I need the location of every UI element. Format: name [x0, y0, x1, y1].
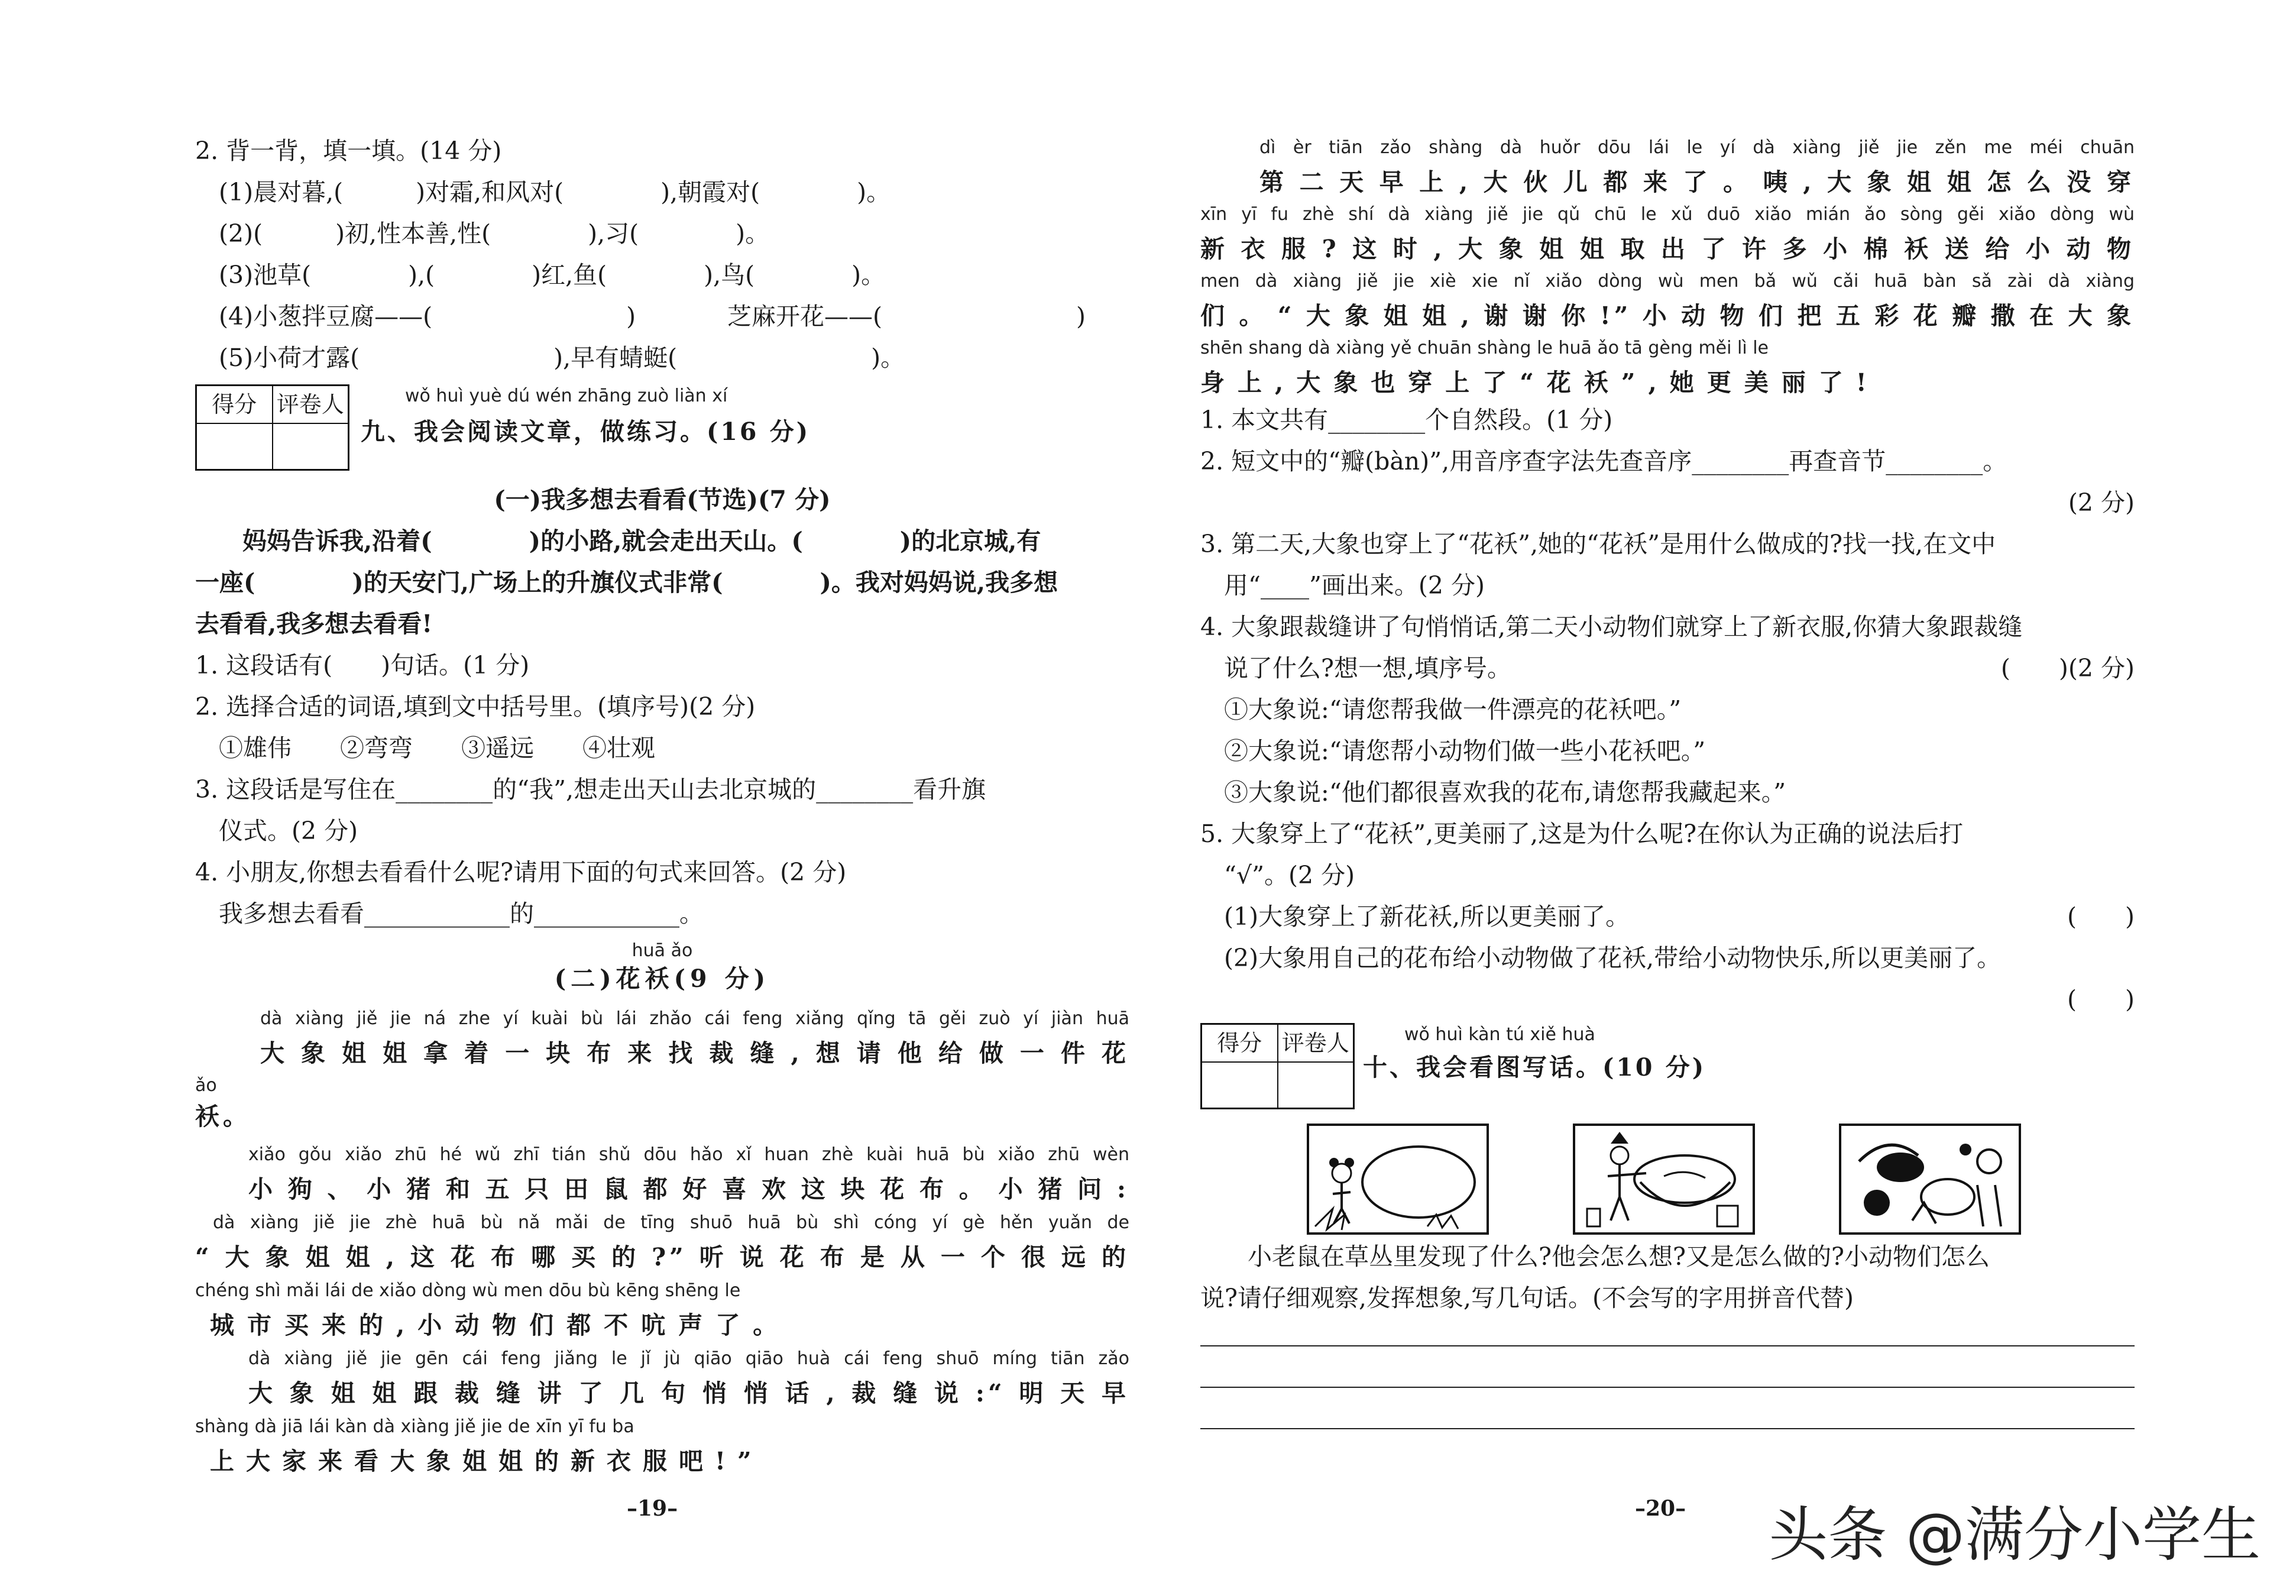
passage-1-text-3: 去看看,我多想去看看!	[195, 610, 433, 638]
q2-line-3: (3)池草( ),( )红,鱼( ),鸟( )。	[219, 261, 886, 289]
mouse-cooking-picture	[1573, 1124, 1755, 1235]
grader-cell[interactable]	[273, 424, 348, 469]
grader-cell[interactable]	[1278, 1063, 1353, 1108]
score-cell[interactable]	[197, 424, 273, 469]
left-page	[195, 0, 1129, 1596]
p2-pinyin-3: dà xiàng jiě jie zhè huā bù nǎ mǎi de tīng shuō huā bù shì cóng yí gè hěn yuǎn de	[213, 1212, 1129, 1233]
score-box-10	[1200, 1023, 1355, 1109]
passage-2-title: (二)花袄(9 分)	[554, 964, 770, 993]
page-number-left: –19–	[627, 1496, 678, 1521]
r-pinyin-2: xīn yī fu zhè shí dà xiàng jiě jie qǔ chū le xǔ duō xiǎo mián ǎo sòng gěi xiǎo dòng wù	[1200, 204, 2135, 225]
r-q4b: 说了什么?想一想,填序号。	[1224, 654, 1512, 682]
q2-line-1: (1)晨对暮,( )对霜,和风对( ),朝霞对( )。	[219, 178, 891, 206]
r-q4-answer: ( )(2 分)	[2000, 654, 2135, 682]
r-q3b: 用“____”画出来。(2 分)	[1224, 571, 1485, 600]
p2-pinyin-2: xiǎo gǒu xiǎo zhū hé wǔ zhī tián shǔ dōu hǎo xǐ huan zhè kuài huā bù xiǎo zhū wèn	[248, 1144, 1129, 1165]
section-9-title: 九、我会阅读文章，做练习。(16 分)	[361, 417, 811, 446]
grader-label: 评卷人	[1281, 1030, 1349, 1056]
writing-line-2[interactable]	[1200, 1387, 2135, 1388]
r-q2-score: (2 分)	[2068, 488, 2135, 517]
r-q5b: “√”。(2 分)	[1224, 861, 1355, 889]
score-label: 得分	[197, 386, 273, 423]
section-9-pinyin: wǒ huì yuè dú wén zhāng zuò liàn xí	[405, 386, 728, 406]
score-label: 得分	[1202, 1025, 1278, 1061]
r-q4a: 4. 大象跟裁缝讲了句悄悄话,第二天小动物们就穿上了新衣服,你猜大象跟裁缝	[1200, 613, 2023, 641]
q2-line-2: (2)( )初,性本善,性( ),习( )。	[219, 219, 770, 248]
r-q3a: 3. 第二天,大象也穿上了“花袄”,她的“花袄”是用什么做成的?找一找,在文中	[1200, 530, 1996, 558]
r-q5-option-1: (1)大象穿上了新花袄,所以更美丽了。	[1224, 902, 1630, 931]
page-number-right: –20–	[1635, 1496, 1686, 1521]
q2-title: 2. 背一背，填一填。(14 分)	[195, 137, 502, 165]
r-text-1: 第二天早上,大伙儿都来了。咦,大象姐姐怎么没穿	[1259, 168, 2135, 196]
passage-2-title-pinyin: huā ǎo	[632, 940, 693, 961]
r-text-3: 们。“大象姐姐,谢谢你!”小动物们把五彩花瓣撒在大象	[1200, 302, 2135, 330]
picture-prompt-1: 小老鼠在草丛里发现了什么?他会怎么想?又是怎么做的?小动物们怎么	[1248, 1242, 1990, 1271]
r-pinyin-1: dì èr tiān zǎo shàng dà huǒr dōu lái le yí dà xiàng jiě jie zěn me méi chuān	[1259, 137, 2135, 158]
section-10-pinyin: wǒ huì kàn tú xiě huà	[1404, 1024, 1595, 1045]
p1-q2: 2. 选择合适的词语,填到文中括号里。(填序号)(2 分)	[195, 692, 756, 721]
q2-line-4a: (4)小葱拌豆腐——( )	[219, 302, 636, 331]
score-box-9	[195, 384, 349, 471]
q2-line-4b: 芝麻开花——( )	[727, 302, 1086, 331]
p1-q3a: 3. 这段话是写住在________的“我”,想走出天山去北京城的________看升旗	[195, 775, 986, 804]
writing-line-1[interactable]	[1200, 1345, 2135, 1346]
p2-pinyin-1b: ǎo	[195, 1075, 217, 1096]
p2-pinyin-4: chéng shì mǎi lái de xiǎo dòng wù men dōu bù kēng shēng le	[195, 1280, 741, 1301]
r-q5-option-1-blank[interactable]: ( )	[2067, 902, 2135, 931]
p2-pinyin-5: dà xiàng jiě jie gēn cái feng jiǎng le jǐ jù qiāo qiāo huà cái feng shuō míng tiān zǎo	[248, 1348, 1129, 1369]
r-text-4: 身上,大象也穿上了“花袄”,她更美丽了!	[1200, 368, 1880, 397]
r-q5a: 5. 大象穿上了“花袄”,更美丽了,这是为什么呢?在你认为正确的说法后打	[1200, 820, 1964, 848]
animals-eating-picture	[1839, 1124, 2021, 1235]
r-q2: 2. 短文中的“瓣(bàn)”,用音序查字法先查音序________再查音节________。	[1200, 447, 2007, 475]
r-q5-option-2: (2)大象用自己的花布给小动物做了花袄,带给小动物快乐,所以更美丽了。	[1224, 944, 2002, 972]
p2-text-2: 小狗、小猪和五只田鼠都好喜欢这块花布。小猪问:	[248, 1175, 1129, 1203]
r-q1: 1. 本文共有________个自然段。(1 分)	[1200, 406, 1613, 434]
r-q4-option-3: ③大象说:“他们都很喜欢我的花布,请您帮我藏起来。”	[1224, 778, 1786, 807]
p1-q1: 1. 这段话有( )句话。(1 分)	[195, 651, 530, 679]
writing-line-3[interactable]	[1200, 1428, 2135, 1429]
p2-text-1b: 袄。	[195, 1102, 251, 1131]
p1-q2-options: ①雄伟 ②弯弯 ③遥远 ④壮观	[219, 734, 655, 762]
picture-prompt-2: 说?请仔细观察,发挥想象,写几句话。(不会写的字用拼音代替)	[1200, 1284, 1854, 1312]
r-q4-option-2: ②大象说:“请您帮小动物们做一些小花袄吧。”	[1224, 737, 1706, 765]
p2-text-5: 大象姐姐跟裁缝讲了几句悄悄话,裁缝说:“明天早	[248, 1379, 1129, 1407]
p2-text-6: 上大家来看大象姐姐的新衣服吧!”	[210, 1447, 763, 1475]
p2-pinyin-6: shàng dà jiā lái kàn dà xiàng jiě jie de xīn yī fu ba	[195, 1416, 634, 1437]
score-cell[interactable]	[1202, 1063, 1278, 1108]
r-text-2: 新衣服?这时,大象姐姐取出了许多小棉袄送给小动物	[1200, 235, 2135, 263]
grader-label: 评卷人	[276, 391, 344, 417]
watermark: 头条 @满分小学生	[1769, 1500, 2261, 1569]
q2-line-5: (5)小荷才露( ),早有蜻蜓( )。	[219, 344, 905, 372]
passage-1-text-2: 一座( )的天安门,广场上的升旗仪式非常( )。我对妈妈说,我多想	[195, 568, 1058, 597]
r-q5-option-2-blank[interactable]: ( )	[2067, 985, 2135, 1014]
right-page	[1200, 0, 2135, 1596]
passage-1-text-1: 妈妈告诉我,沿着( )的小路,就会走出天山。( )的北京城,有	[242, 527, 1041, 555]
r-pinyin-4: shēn shang dà xiàng yě chuān shàng le huā ǎo tā gèng měi lì le	[1200, 338, 1769, 358]
p1-q4-sentence: 我多想去看看____________的____________。	[219, 899, 704, 928]
p2-text-1: 大象姐姐拿着一块布来找裁缝,想请他给做一件花	[260, 1039, 1129, 1067]
p2-pinyin-1: dà xiàng jiě jie ná zhe yí kuài bù lái zhǎo cái feng xiǎng qǐng tā gěi zuò yí jiàn huā	[260, 1008, 1129, 1029]
passage-1-title: (一)我多想去看看(节选)(7 分)	[494, 485, 831, 514]
r-pinyin-3: men dà xiàng jiě jie xiè xie nǐ xiǎo dòng wù men bǎ wǔ cǎi huā bàn sǎ zài dà xiàng	[1200, 271, 2135, 292]
section-10-title: 十、我会看图写话。(10 分)	[1363, 1053, 1706, 1082]
p2-text-3: “大象姐姐,这花布哪买的?”听说花布是从一个很远的	[195, 1243, 1129, 1271]
mouse-egg-picture	[1307, 1124, 1489, 1235]
p1-q3b: 仪式。(2 分)	[219, 817, 358, 845]
p1-q4: 4. 小朋友,你想去看看什么呢?请用下面的句式来回答。(2 分)	[195, 858, 847, 886]
r-q4-option-1: ①大象说:“请您帮我做一件漂亮的花袄吧。”	[1224, 695, 1682, 724]
p2-text-4: 城市买来的,小动物们都不吭声了。	[210, 1311, 791, 1339]
